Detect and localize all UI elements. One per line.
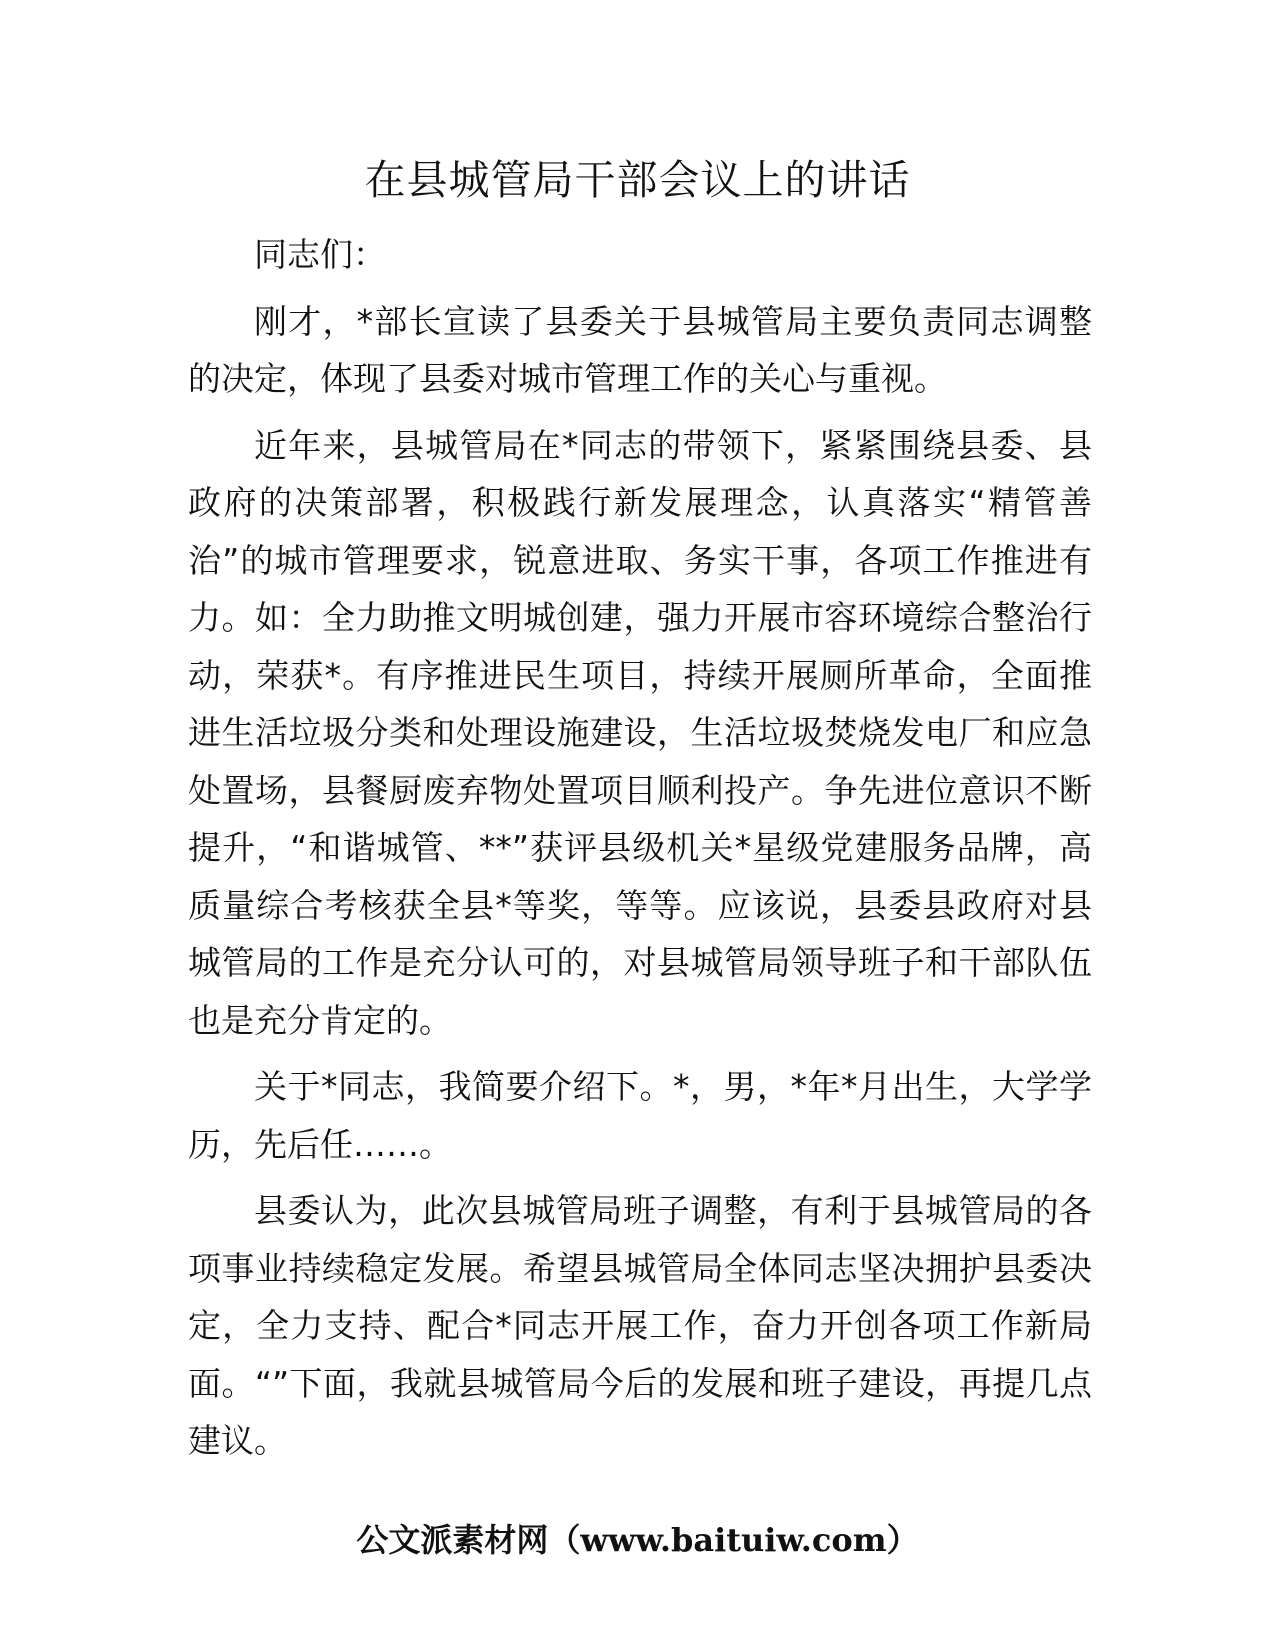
watermark-footer: 公文派素材网（www.baituiw.com） [356, 1521, 919, 1559]
body-paragraph: 近年来，县城管局在*同志的带领下，紧紧围绕县委、县政府的决策部署，积极践行新发展理念，认真落实“精管善治”的城市管理要求，锐意进取、务实干事，各项工作推进有力。如：全力助推文明城创建，强力开展市容环境综合整治行动，荣获*。有序推进民生项目，持续开展厕所革命，全面推进生活垃圾分类和处理设施建设，生活垃圾焚烧发电厂和应急处置场，县餐厨废弃物处置项目顺利投产。争先进位意识不断提升，“和谐城管、**”获评县级机关*星级党建服务品牌，高质量综合考核获全县*等奖，等等。应该说，县委县政府对县城管局的工作是充分认可的，对县城管局领导班子和干部队伍也是充分肯定的。 [188, 425, 1092, 1040]
salutation-paragraph: 同志们： [254, 235, 386, 274]
body-paragraph: 刚才，*部长宣读了县委关于县城管局主要负责同志调整的决定，体现了县委对城市管理工作的关心与重视。 [188, 301, 1092, 398]
body-paragraph: 关于*同志，我简要介绍下。*，男，*年*月出生，大学学历，先后任……。 [188, 1067, 1092, 1164]
document-body [188, 226, 1092, 1479]
body-paragraph: 县委认为，此次县城管局班子调整，有利于县城管局的各项事业持续稳定发展。希望县城管局全体同志坚决拥护县委决定，全力支持、配合*同志开展工作，奋力开创各项工作新局面。“”下面，我就县城管局今后的发展和班子建设，再提几点建议。 [188, 1191, 1092, 1460]
document-title: 在县城管局干部会议上的讲话 [364, 156, 911, 204]
